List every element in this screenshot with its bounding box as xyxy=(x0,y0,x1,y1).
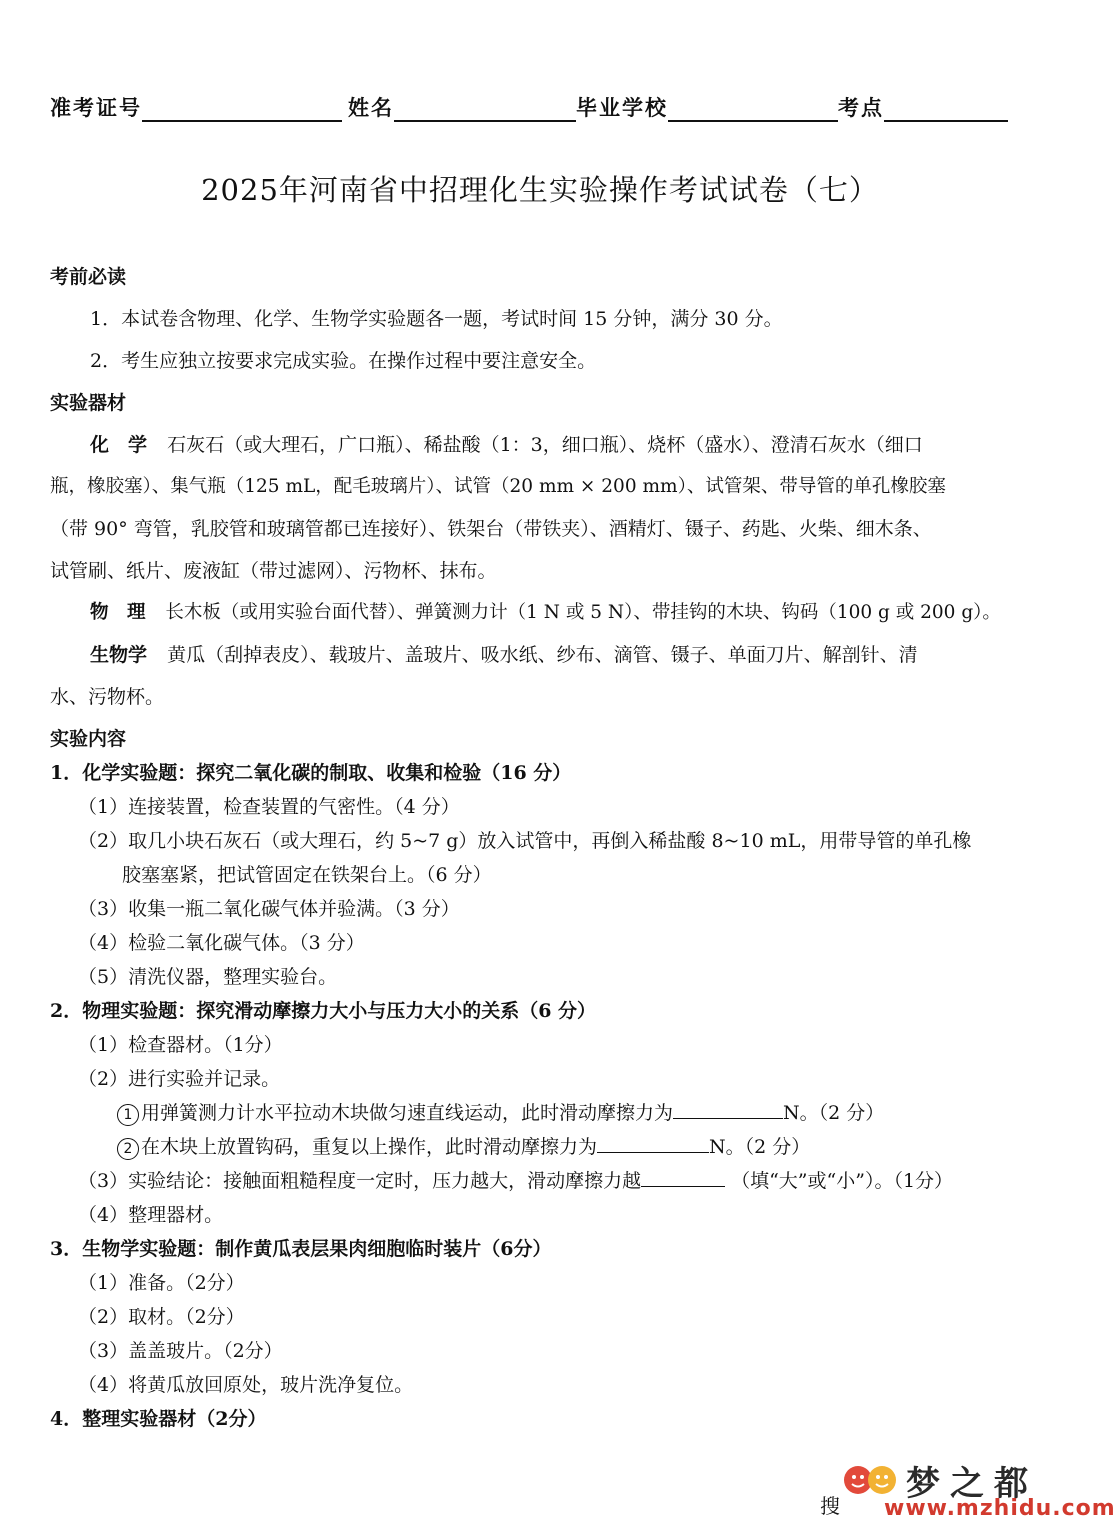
q1-step-2-line-2: 胶塞塞紧，把试管固定在铁架台上。（6 分） xyxy=(122,864,492,886)
q3-step-3: （3）盖盖玻片。（2分） xyxy=(78,1340,283,1362)
circled-1-marker: 1 xyxy=(117,1104,139,1126)
q2-step-3-tail: （填“大”或“小”）。（1分） xyxy=(731,1170,954,1192)
chem-materials-line-4: 试管刷、纸片、废液缸（带过滤网）、污物杯、抹布。 xyxy=(50,560,497,582)
q2-sub-2 xyxy=(117,1132,810,1160)
chem-materials-text-1: 石灰石（或大理石，广口瓶）、稀盐酸（1：3，细口瓶）、烧杯（盛水）、澄清石灰水（细口 xyxy=(167,434,923,456)
materials-heading: 实验器材 xyxy=(50,392,127,414)
chem-materials-line-2: 瓶，橡胶塞）、集气瓶（125 mL，配毛玻璃片）、试管（20 mm × 200 mm）、试管架、带导管的单孔橡胶塞 xyxy=(50,476,946,497)
phys-materials-text: 长木板（或用实验台面代替）、弹簧测力计（1 N 或 5 N）、带挂钩的木块、钩码（100 g 或 200 g）。 xyxy=(165,602,1001,623)
circled-2-marker: 2 xyxy=(117,1138,139,1160)
q3-title: 3．生物学实验题：制作黄瓜表层果肉细胞临时装片（6分） xyxy=(50,1238,552,1260)
q1-step-4: （4）检验二氧化碳气体。（3 分） xyxy=(78,932,365,954)
phys-label: 物 理 xyxy=(90,602,146,623)
exam-site-label: 考点 xyxy=(838,95,884,120)
school-blank[interactable] xyxy=(668,98,838,122)
q3-step-4: （4）将黄瓜放回原处，玻片洗净复位。 xyxy=(78,1374,414,1396)
q2-step-1: （1）检查器材。（1分） xyxy=(78,1034,283,1056)
notice-item-1: 1．本试卷含物理、化学、生物学实验题各一题，考试时间 15 分钟，满分 30 分。 xyxy=(90,308,783,330)
bio-label: 生物学 xyxy=(90,644,148,666)
header-line xyxy=(50,92,1008,122)
watermark xyxy=(820,1452,1116,1524)
friction-answer-blank-1[interactable] xyxy=(673,1100,783,1119)
q2-title: 2．物理实验题：探究滑动摩擦力大小与压力大小的关系（6 分） xyxy=(50,1000,597,1022)
notice-heading: 考前必读 xyxy=(50,266,127,288)
bio-materials-line-1 xyxy=(90,640,918,667)
q2-step-3 xyxy=(78,1166,953,1193)
exam-site-blank[interactable] xyxy=(884,98,1008,122)
name-label: 姓名 xyxy=(348,95,394,120)
exam-number-blank[interactable] xyxy=(142,98,342,122)
school-label: 毕业学校 xyxy=(576,95,668,120)
q2-sub-1 xyxy=(117,1098,884,1126)
phys-materials-line xyxy=(90,598,1001,624)
page-title: 2025年河南省中招理化生实验操作考试试卷（七） xyxy=(201,173,879,207)
bio-materials-line-2: 水、污物杯。 xyxy=(50,686,165,708)
q1-step-2-line-1: （2）取几小块石灰石（或大理石，约 5~7 g）放入试管中，再倒入稀盐酸 8~10 mL，用带导管的单孔橡 xyxy=(78,830,972,852)
watermark-logo-text: 梦之都 xyxy=(906,1464,1038,1504)
content-heading: 实验内容 xyxy=(50,728,127,750)
q1-title: 1．化学实验题：探究二氧化碳的制取、收集和检验（16 分） xyxy=(50,762,572,784)
q2-sub-2-text: 在木块上放置钩码，重复以上操作，此时滑动摩擦力为 xyxy=(141,1136,598,1158)
name-blank[interactable] xyxy=(394,98,576,122)
notice-item-2: 2．考生应独立按要求完成实验。在操作过程中要注意安全。 xyxy=(90,350,597,372)
q2-sub-1-tail: N。（2 分） xyxy=(783,1102,885,1124)
bio-materials-text-1: 黄瓜（刮掉表皮）、载玻片、盖玻片、吸水纸、纱布、滴管、镊子、单面刀片、解剖针、清 xyxy=(167,644,918,666)
chem-materials-line-1 xyxy=(90,430,923,457)
q2-sub-2-tail: N。（2 分） xyxy=(709,1136,811,1158)
q1-step-3: （3）收集一瓶二氧化碳气体并验满。（3 分） xyxy=(78,898,460,920)
q3-step-2: （2）取材。（2分） xyxy=(78,1306,245,1328)
q2-step-4: （4）整理器材。 xyxy=(78,1204,224,1226)
watermark-search-char: 搜 xyxy=(820,1494,840,1518)
chem-label: 化 学 xyxy=(90,434,148,456)
q4-title: 4．整理实验器材（2分） xyxy=(50,1408,267,1430)
conclusion-answer-blank[interactable] xyxy=(641,1168,725,1187)
q2-sub-1-text: 用弹簧测力计水平拉动木块做匀速直线运动，此时滑动摩擦力为 xyxy=(141,1102,674,1124)
exam-number-label: 准考证号 xyxy=(50,95,142,120)
q3-step-1: （1）准备。（2分） xyxy=(78,1272,245,1294)
chem-materials-line-3: （带 90° 弯管，乳胶管和玻璃管都已连接好）、铁架台（带铁夹）、酒精灯、镊子、药匙、火柴、细木条、 xyxy=(50,518,932,540)
q2-step-3-text: （3）实验结论：接触面粗糙程度一定时，压力越大，滑动摩擦力越 xyxy=(78,1170,642,1192)
q1-step-1: （1）连接装置，检查装置的气密性。（4 分） xyxy=(78,796,460,818)
q2-step-2: （2）进行实验并记录。 xyxy=(78,1068,281,1090)
watermark-url: www.mzhidu.com xyxy=(884,1496,1116,1521)
q1-step-5: （5）清洗仪器，整理实验台。 xyxy=(78,966,338,988)
friction-answer-blank-2[interactable] xyxy=(597,1134,709,1153)
